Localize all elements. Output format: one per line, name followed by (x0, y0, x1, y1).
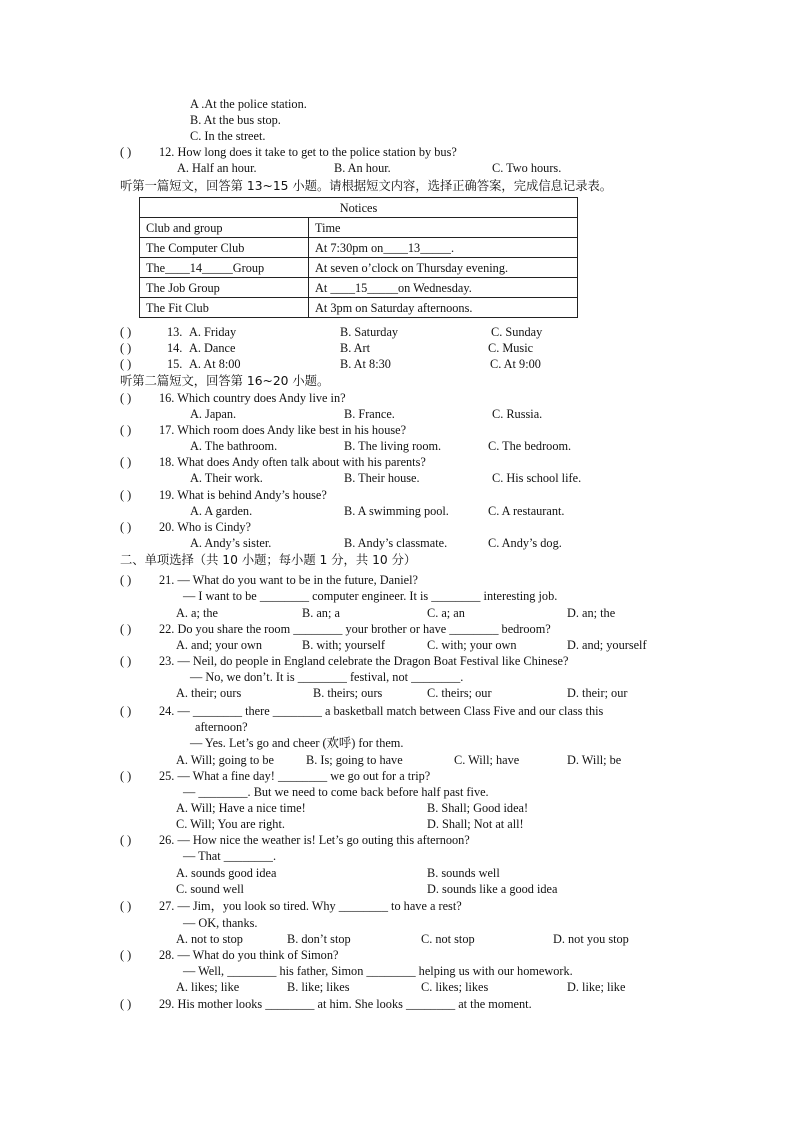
answer-bracket: ( ) (120, 833, 132, 847)
option-c: C. A restaurant. (488, 504, 565, 518)
question-dialogue: — That ________. (183, 849, 277, 863)
question-stem: 19. What is behind Andy’s house? (159, 488, 327, 502)
option-b: B. Shall; Good idea! (427, 801, 529, 815)
option-c: C. not stop (421, 932, 475, 946)
option-c: C. Sunday (491, 325, 543, 339)
question-stem: 24. — ________ there ________ a basketball match between Class Five and our class this (159, 704, 604, 718)
option-d: D. and; yourself (567, 638, 647, 652)
option-b: B. Art (340, 341, 371, 355)
option-b: B. Is; going to have (306, 753, 403, 767)
option-c: C. a; an (427, 606, 465, 620)
answer-bracket: ( ) (120, 899, 132, 913)
answer-bracket: ( ) (120, 145, 132, 159)
question-number: 13. (167, 325, 183, 339)
option-c: C. Will; have (454, 753, 520, 767)
option-b: B. Andy’s classmate. (344, 536, 448, 550)
option-a: A. Will; going to be (176, 753, 274, 767)
table-cell: At 3pm on Saturday afternoons. (309, 298, 578, 318)
answer-bracket: ( ) (120, 357, 132, 371)
question-stem: 20. Who is Cindy? (159, 520, 251, 534)
notices-table (139, 197, 578, 318)
question-number: 15. (167, 357, 183, 371)
option-a: A. At 8:00 (189, 357, 241, 371)
column-header: Time (309, 218, 578, 238)
question-stem: 27. — Jim，you look so tired. Why ________ to have a rest? (159, 899, 462, 913)
option-c: C. In the street. (190, 129, 266, 143)
section-heading: 二、单项选择（共 10 小题；每小题 1 分，共 10 分） (120, 553, 417, 567)
question-stem: 12. How long does it take to get to the police station by bus? (159, 145, 457, 159)
option-d: D. sounds like a good idea (427, 882, 558, 896)
option-b: B. At the bus stop. (190, 113, 281, 127)
option-c: C. with; your own (427, 638, 517, 652)
option-c: C. likes; likes (421, 980, 489, 994)
option-b: B. At 8:30 (340, 357, 391, 371)
answer-bracket: ( ) (120, 520, 132, 534)
table-row (140, 258, 578, 278)
option-b: B. The living room. (344, 439, 442, 453)
question-number: 14. (167, 341, 183, 355)
table-cell: The Fit Club (140, 298, 309, 318)
option-a: A. their; ours (176, 686, 242, 700)
option-d: D. Shall; Not at all! (427, 817, 524, 831)
option-b: B. Their house. (344, 471, 420, 485)
option-a: A. Andy’s sister. (190, 536, 272, 550)
option-c: C. theirs; our (427, 686, 492, 700)
question-stem: 17. Which room does Andy like best in his house? (159, 423, 407, 437)
option-a: A. Half an hour. (177, 161, 257, 175)
table-header-row (140, 218, 578, 238)
answer-bracket: ( ) (120, 391, 132, 405)
answer-bracket: ( ) (120, 948, 132, 962)
option-b: B. like; likes (287, 980, 350, 994)
table-row (140, 238, 578, 258)
answer-bracket: ( ) (120, 325, 132, 339)
table-title: Notices (140, 198, 578, 218)
answer-bracket: ( ) (120, 769, 132, 783)
option-b: B. Saturday (340, 325, 399, 339)
question-stem: 23. — Neil, do people in England celebrate the Dragon Boat Festival like Chinese? (159, 654, 569, 668)
option-c: C. Andy’s dog. (488, 536, 562, 550)
question-stem: 26. — How nice the weather is! Let’s go outing this afternoon? (159, 833, 470, 847)
table-cell: The____14_____Group (140, 258, 309, 278)
option-a: A. Friday (189, 325, 237, 339)
option-d: D. like; like (567, 980, 626, 994)
answer-bracket: ( ) (120, 573, 132, 587)
option-a: A. Their work. (190, 471, 263, 485)
table-cell: The Job Group (140, 278, 309, 298)
answer-bracket: ( ) (120, 423, 132, 437)
question-dialogue: — No, we don’t. It is ________ festival, not ________. (190, 670, 464, 684)
option-b: B. France. (344, 407, 395, 421)
table-cell: At 7:30pm on____13_____. (309, 238, 578, 258)
question-stem: 28. — What do you think of Simon? (159, 948, 339, 962)
option-b: B. A swimming pool. (344, 504, 449, 518)
question-stem: 21. — What do you want to be in the future, Daniel? (159, 573, 418, 587)
option-c: C. Music (488, 341, 534, 355)
column-header: Club and group (140, 218, 309, 238)
option-d: D. their; our (567, 686, 628, 700)
table-row (140, 278, 578, 298)
answer-bracket: ( ) (120, 341, 132, 355)
option-a: A. and; your own (176, 638, 263, 652)
option-a: A. Will; Have a nice time! (176, 801, 306, 815)
option-a: A. Japan. (190, 407, 237, 421)
option-d: D. an; the (567, 606, 616, 620)
question-stem: 29. His mother looks ________ at him. She looks ________ at the moment. (159, 997, 532, 1011)
question-dialogue: — OK, thanks. (183, 916, 258, 930)
table-cell: At ____15_____on Wednesday. (309, 278, 578, 298)
answer-bracket: ( ) (120, 704, 132, 718)
table-cell: At seven o’clock on Thursday evening. (309, 258, 578, 278)
option-a: A. sounds good idea (176, 866, 277, 880)
answer-bracket: ( ) (120, 622, 132, 636)
question-dialogue: — ________. But we need to come back before half past five. (183, 785, 489, 799)
table-row (140, 298, 578, 318)
option-b: B. with; yourself (302, 638, 385, 652)
question-dialogue: — Yes. Let’s go and cheer (欢呼) for them. (190, 736, 404, 750)
table-cell: The Computer Club (140, 238, 309, 258)
option-c: C. At 9:00 (490, 357, 541, 371)
option-a: A. a; the (176, 606, 219, 620)
option-a: A. Dance (189, 341, 236, 355)
question-dialogue: — I want to be ________ computer engineer. It is ________ interesting job. (183, 589, 558, 603)
answer-bracket: ( ) (120, 997, 132, 1011)
option-b: B. don’t stop (287, 932, 351, 946)
section-instruction: 听第二篇短文，回答第 16~20 小题。 (120, 374, 330, 388)
answer-bracket: ( ) (120, 654, 132, 668)
option-c: C. The bedroom. (488, 439, 572, 453)
option-b: B. sounds well (427, 866, 500, 880)
option-c: C. Russia. (492, 407, 543, 421)
question-stem-continued: afternoon? (195, 720, 248, 734)
option-d: D. not you stop (553, 932, 629, 946)
answer-bracket: ( ) (120, 488, 132, 502)
option-c: C. His school life. (492, 471, 582, 485)
question-stem: 22. Do you share the room ________ your brother or have ________ bedroom? (159, 622, 551, 636)
option-c: C. sound well (176, 882, 244, 896)
question-dialogue: — Well, ________ his father, Simon ________ helping us with our homework. (183, 964, 573, 978)
question-stem: 18. What does Andy often talk about with his parents? (159, 455, 426, 469)
option-c: C. Two hours. (492, 161, 562, 175)
option-b: B. theirs; ours (313, 686, 383, 700)
option-a: A. The bathroom. (190, 439, 278, 453)
option-a: A .At the police station. (190, 97, 307, 111)
table-title-row (140, 198, 578, 218)
option-a: A. likes; like (176, 980, 240, 994)
option-d: D. Will; be (567, 753, 622, 767)
section-instruction: 听第一篇短文，回答第 13~15 小题。请根据短文内容，选择正确答案，完成信息记录表。 (120, 179, 613, 193)
option-b: B. An hour. (334, 161, 391, 175)
option-b: B. an; a (302, 606, 340, 620)
option-c: C. Will; You are right. (176, 817, 285, 831)
option-a: A. not to stop (176, 932, 243, 946)
question-stem: 25. — What a fine day! ________ we go out for a trip? (159, 769, 431, 783)
option-a: A. A garden. (190, 504, 253, 518)
question-stem: 16. Which country does Andy live in? (159, 391, 346, 405)
answer-bracket: ( ) (120, 455, 132, 469)
